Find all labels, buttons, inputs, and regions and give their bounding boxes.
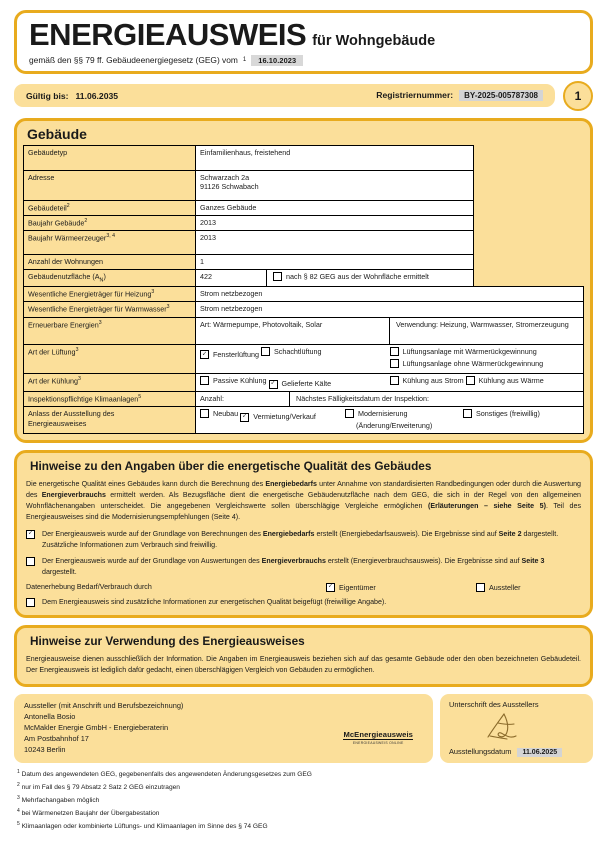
registration-label: Registriernummer:	[376, 90, 454, 101]
cooling-options	[200, 376, 579, 389]
checkbox-shaft-ventilation[interactable]	[261, 347, 322, 357]
checkbox-label: Neubau	[213, 408, 239, 418]
checkbox-box	[26, 557, 35, 566]
checkbox-box	[269, 380, 278, 389]
signature-panel	[440, 694, 593, 764]
table-row-renewables	[24, 317, 584, 344]
value-renewables-type: Art: Wärmepumpe, Photovoltaik, Solar	[196, 318, 390, 344]
label-building-type: Gebäudetyp	[24, 145, 196, 170]
label-water-energy: Wesentliche Energieträger für Warmwasser$^3$	[24, 302, 196, 317]
law-reference-text: gemäß den §§ 79 ff. Gebäudeenergiegesetz (GEG) vom	[29, 55, 238, 66]
checkbox-label: Modernisierung	[358, 408, 408, 418]
issuer-company: McMakler Energie GmbH - Energieberaterin	[24, 723, 169, 733]
issue-date-value: 11.06.2025	[517, 748, 562, 757]
footnote-item: $^2$ nur im Fall des § 79 Absatz 2 Satz 2 GEG einzutragen	[17, 782, 180, 792]
checkbox-data-by-issuer[interactable]	[476, 583, 521, 592]
footnote-item: $^4$ bei Wärmenetzen Baujahr der Übergabestation	[17, 808, 160, 818]
checkbox-delivered-cold[interactable]	[269, 379, 332, 389]
checkbox-ventilation-without-heat-recovery[interactable]	[390, 359, 544, 369]
checkbox-label: Schachtlüftung	[273, 346, 322, 356]
checkbox-cooling-from-electricity[interactable]	[390, 376, 464, 386]
address-line-2: 91126 Schwabach	[200, 182, 259, 192]
label-heater-year: Baujahr Wärmeerzeuger$^{3, 4}$	[24, 230, 196, 254]
checkbox-box	[26, 530, 35, 539]
checkbox-cooling-from-heat[interactable]	[466, 376, 544, 386]
checkbox-box	[200, 409, 209, 418]
checkbox-box	[240, 413, 249, 422]
table-row-ac-inspection	[24, 391, 584, 406]
usage-notes-panel	[14, 625, 593, 687]
value-unit-count: 1	[196, 254, 474, 269]
checkbox-label: Vermietung/Verkauf	[253, 412, 316, 422]
checkbox-label: Gelieferte Kälte	[281, 379, 332, 389]
checkbox-box	[200, 350, 209, 359]
usage-notes-title: Hinweise zur Verwendung des Energieausweises	[30, 633, 305, 648]
checkbox-box	[261, 347, 270, 356]
page-number-badge: 1	[563, 81, 593, 111]
page-title: ENERGIEAUSWEIS	[29, 17, 307, 52]
registration-group	[376, 90, 543, 101]
address-line-1: Schwarzach 2a	[200, 172, 250, 182]
issuer-city: 10243 Berlin	[24, 745, 66, 755]
checkbox-label: Passive Kühlung	[213, 375, 267, 385]
issue-reason-col-3	[463, 409, 540, 431]
quality-option-bedarf-text: Der Energieausweis wurde auf der Grundlage von Berechnungen des Energiebedarfs erstellt (Energiebedarfsausweis). Die Ergebnisse sind auf Seite 2 dargestellt. Zusätzliche Informationen zum Verbrauch sind freiwillig.	[42, 529, 559, 549]
label-renewables: Erneuerbare Energien$^3$	[24, 317, 196, 344]
page-subtitle: für Wohngebäude	[312, 33, 436, 49]
issue-date-row	[449, 747, 562, 757]
label-usable-area: Gebäudenutzfläche $(A_N)$	[24, 269, 196, 287]
photo-cell	[474, 145, 584, 287]
label-ventilation: Art der Lüftung$^3$	[24, 344, 196, 373]
building-section-title: Gebäude	[27, 125, 87, 142]
signature-header: Unterschrift des Ausstellers	[449, 699, 539, 709]
data-collection-label: Datenerhebung Bedarf/Verbrauch durch	[26, 583, 152, 592]
registration-value: BY-2025-005787308	[459, 90, 543, 101]
issue-reason-options	[200, 409, 579, 431]
law-date-value: 16.10.2023	[251, 55, 303, 66]
checkbox-window-ventilation[interactable]	[200, 350, 259, 360]
label-issue-reason	[24, 406, 196, 433]
valid-until-label: Gültig bis:	[26, 90, 69, 101]
label-year-built: Baujahr Gebäude$^2$	[24, 215, 196, 230]
footnote-item: $^1$ Datum des angewendeten GEG, gegebenenfalls des angewendeten Änderungsgesetzes zum GEG	[17, 769, 312, 779]
cooling-options-right	[390, 376, 580, 389]
issue-reason-col-2	[345, 409, 463, 431]
footnote-item: $^5$ Klimaanlagen oder kombinierte Lüftungs- und Klimaanlagen im Sinne des § 74 GEG	[17, 820, 268, 831]
company-logo-subtext: ENERGIEAUSWEIS ONLINE	[352, 741, 404, 746]
checkbox-box	[345, 409, 354, 418]
checkbox-box	[390, 359, 399, 368]
label-unit-count: Anzahl der Wohnungen	[24, 254, 196, 269]
value-usable-area-cell	[196, 269, 474, 287]
issuer-street: Am Postbahnhof 17	[24, 734, 89, 744]
quality-notes-paragraph: Die energetische Qualität eines Gebäudes kann durch die Berechnung des Energiebedarfs unter Annahme von standardisierten Randbedingungen oder durch die Auswertung des Energieverbrauchs ermittelt werden. Als Bezugsfläche dient die energetische Gebäudenutzfläche nach dem GEG, die sich in der Regel von den allgemeinen Wohnflächenangaben unterscheidet. Die angegebenen Vergleichswerte sollen überschlägige Vergleiche ermöglichen (Erläuterungen – siehe Seite 5). Teil des Energieausweises sind die Modernisierungsempfehlungen (Seite 4).	[26, 479, 581, 522]
value-year-built: 2013	[196, 215, 474, 230]
issue-reason-label-line2: Energieausweises	[28, 418, 87, 428]
building-table	[23, 145, 584, 434]
value-building-type: Einfamilienhaus, freistehend	[196, 145, 474, 170]
value-heater-year: 2013	[196, 230, 474, 254]
value-heating-energy: Strom netzbezogen	[196, 287, 584, 302]
table-row-issue-reason	[24, 406, 584, 433]
company-logo-text: McEnergieausweis	[343, 729, 413, 739]
checkbox-area-from-living-space[interactable]	[273, 272, 429, 282]
validity-row	[14, 81, 593, 111]
issue-reason-label-line1: Anlass der Ausstellung des	[28, 408, 115, 418]
issuer-signature-row	[14, 694, 593, 764]
value-renewables-usage: Verwendung: Heizung, Warmwasser, Stromerzeugung	[396, 319, 569, 329]
ventilation-options-right	[390, 347, 580, 371]
value-water-energy: Strom netzbezogen	[196, 302, 584, 317]
label-cooling: Art der Kühlung$^3$	[24, 373, 196, 391]
footnote-item: $^3$ Mehrfachangaben möglich	[17, 795, 100, 805]
checkbox-label: Kühlung aus Wärme	[478, 375, 544, 385]
checkbox-label: Sonstiges (freiwillig)	[476, 408, 540, 418]
checkbox-label: Eigentümer	[339, 582, 376, 592]
checkbox-box	[390, 347, 399, 356]
checkbox-box	[476, 583, 485, 592]
checkbox-new-build[interactable]	[200, 409, 238, 419]
label-address: Adresse	[24, 170, 196, 200]
quality-notes-panel	[14, 450, 593, 618]
law-reference	[29, 55, 578, 66]
value-issue-reason	[196, 406, 584, 433]
table-row-ventilation	[24, 344, 584, 373]
quality-option-bedarf[interactable]	[26, 529, 581, 551]
checkbox-box	[26, 598, 35, 607]
label-heating-energy: Wesentliche Energieträger für Heizung$^3$	[24, 287, 196, 302]
checkbox-other-voluntary[interactable]	[463, 409, 540, 419]
title-panel	[14, 10, 593, 74]
checkbox-label: Kühlung aus Strom	[402, 375, 464, 385]
data-collection-row	[26, 583, 581, 592]
issuer-panel	[14, 694, 433, 764]
checkbox-modernization[interactable]	[345, 409, 408, 419]
law-footnote-marker: 1	[242, 57, 247, 64]
validity-bar	[14, 84, 555, 107]
checkbox-box	[390, 376, 399, 385]
usage-notes-paragraph: Energieausweise dienen ausschließlich der Information. Die Angaben im Energieausweis beziehen sich auf das gesamte Gebäude oder den oben bezeichneten Gebäudeteil. Der Energieausweis ist lediglich dafür gedacht, einen überschlägigen Vergleich von Gebäuden zu ermöglichen.	[26, 654, 581, 674]
value-building-part: Ganzes Gebäude	[196, 200, 474, 215]
quality-notes-title: Hinweise zu den Angaben über die energetische Qualität des Gebäudes	[30, 458, 432, 473]
quality-option-verbrauch[interactable]	[26, 556, 581, 578]
valid-until-group	[26, 91, 118, 101]
checkbox-label: Lüftungsanlage mit Wärmerückgewinnung	[402, 346, 537, 356]
label-ac-inspection: Inspektionspflichtige Klimaanlagen$^5$	[24, 391, 196, 406]
label-ac-next-due: Nächstes Fälligkeitsdatum der Inspektion:	[296, 393, 430, 403]
company-logo	[343, 730, 413, 746]
checkbox-ventilation-with-heat-recovery[interactable]	[390, 347, 537, 357]
checkbox-label: nach § 82 GEG aus der Wohnfläche ermittelt	[286, 271, 429, 281]
table-row-water-energy	[24, 302, 584, 317]
checkbox-data-by-owner[interactable]	[326, 583, 476, 592]
quality-option-extra-info-text: Dem Energieausweis sind zusätzliche Informationen zur energetischen Qualität beigefügt (freiwillige Angabe).	[42, 597, 387, 606]
issue-date-label: Ausstellungsdatum	[449, 747, 512, 757]
checkbox-box	[273, 272, 282, 281]
title-line	[29, 19, 578, 51]
issue-reason-col-1	[200, 409, 345, 431]
checkbox-passive-cooling[interactable]	[200, 376, 267, 386]
label-ac-count: Anzahl:	[196, 392, 290, 406]
checkbox-label: Lüftungsanlage ohne Wärmerückgewinnung	[402, 358, 544, 368]
table-row-cooling	[24, 373, 584, 391]
value-ventilation	[196, 344, 584, 373]
value-address	[196, 170, 474, 200]
label-building-part: Gebäudeteil$^2$	[24, 200, 196, 215]
area-derivation-cell	[267, 270, 474, 286]
value-cooling	[196, 373, 584, 391]
table-row-heating-energy	[24, 287, 584, 302]
checkbox-box	[200, 376, 209, 385]
quality-option-extra-info[interactable]	[26, 597, 581, 608]
checkbox-box	[466, 376, 475, 385]
building-panel	[14, 118, 593, 443]
value-ac-inspection-cell	[196, 391, 584, 406]
quality-option-verbrauch-text: Der Energieausweis wurde auf der Grundlage von Auswertungen des Energieverbrauchs erstellt (Energieverbrauchsausweis). Die Ergebnisse sind auf Seite 3 dargestellt.	[42, 556, 545, 576]
value-usable-area: 422	[196, 270, 267, 286]
checkbox-label: Aussteller	[489, 582, 521, 592]
ventilation-options	[200, 347, 579, 371]
footnotes	[14, 768, 593, 832]
value-renewables-cell	[196, 317, 584, 344]
table-row-building-type	[24, 145, 584, 170]
checkbox-box	[463, 409, 472, 418]
cooling-options-left	[200, 376, 390, 389]
issuer-name: Antonella Bosio	[24, 712, 76, 722]
valid-until-value: 11.06.2035	[75, 90, 119, 101]
issuer-header: Aussteller (mit Anschrift und Berufsbezeichnung)	[24, 700, 184, 710]
checkbox-box	[326, 583, 335, 592]
checkbox-rental-sale[interactable]	[240, 412, 316, 422]
checkbox-label: Fensterlüftung	[213, 350, 259, 359]
ventilation-options-left	[200, 347, 390, 371]
modernization-sublabel: (Änderung/Erweiterung)	[356, 421, 433, 431]
